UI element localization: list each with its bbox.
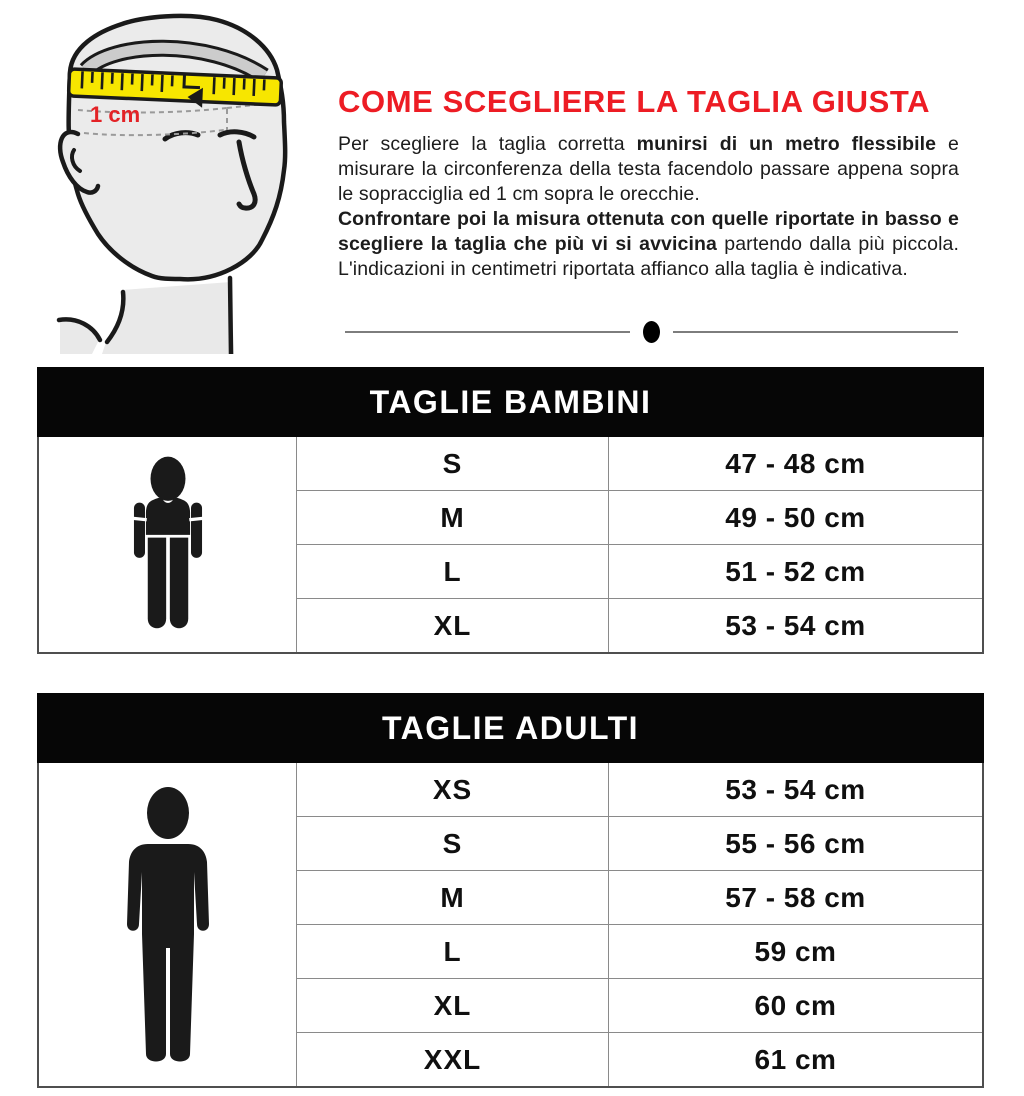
kids-table-title: TAGLIE BAMBINI [37, 367, 984, 437]
size-label: XXL [297, 1033, 609, 1086]
child-icon [122, 449, 214, 641]
size-range: 47 - 48 cm [725, 447, 866, 479]
size-range: 59 cm [754, 935, 837, 967]
table-row [297, 598, 982, 652]
size-range: 61 cm [754, 1043, 837, 1075]
intro-text-end: partendo dalla più piccola. L'indicazioni in centimetri riportata affianco alla taglia è indicativa. [338, 233, 959, 280]
size-range: 49 - 50 cm [725, 501, 866, 533]
intro-text-start: Per scegliere la taglia corretta [338, 133, 637, 155]
table-row [297, 490, 982, 544]
table-row [297, 816, 982, 870]
one-cm-label: 1 cm [90, 102, 141, 127]
size-range: 53 - 54 cm [725, 773, 866, 805]
table-row [297, 437, 982, 490]
table-row [297, 924, 982, 978]
intro-text-bold-2: Confrontare poi la misura ottenuta con quelle riportate in basso e scegliere la taglia che più vi si avvicina [338, 208, 959, 255]
intro-paragraph [338, 132, 959, 282]
size-label: M [297, 871, 609, 924]
size-label: XL [297, 979, 609, 1032]
table-row [297, 544, 982, 598]
size-label: XL [297, 599, 609, 652]
table-row [297, 870, 982, 924]
intro-section [0, 0, 1024, 367]
divider-dot-icon [643, 321, 660, 343]
size-range: 57 - 58 cm [725, 881, 866, 913]
table-row [297, 763, 982, 816]
page-title: COME SCEGLIERE LA TAGLIA GIUSTA [338, 84, 931, 119]
intro-text-bold-1: munirsi di un metro flessibile [636, 133, 937, 155]
table-row [297, 1032, 982, 1086]
adult-icon-cell [39, 763, 297, 1086]
divider-line-left [345, 331, 630, 333]
section-divider [345, 321, 958, 343]
size-range: 60 cm [754, 989, 837, 1021]
adult-icon [118, 786, 218, 1064]
size-label: XS [297, 763, 609, 816]
size-label: S [297, 437, 609, 490]
size-label: L [297, 925, 609, 978]
size-range: 55 - 56 cm [725, 827, 866, 859]
size-label: S [297, 817, 609, 870]
kids-size-table [37, 367, 984, 654]
adult-table-title: TAGLIE ADULTI [37, 693, 984, 763]
intro-text-mid: e misurare la circonferenza della testa facendolo passare appena sopra le sopracciglia ed 1 cm sopra le orecchie. [338, 133, 959, 205]
size-range: 51 - 52 cm [725, 555, 866, 587]
head-measurement-illustration [50, 2, 294, 354]
size-label: L [297, 545, 609, 598]
divider-line-right [673, 331, 958, 333]
table-row [297, 978, 982, 1032]
adult-size-table [37, 693, 984, 1088]
size-range: 53 - 54 cm [725, 609, 866, 641]
size-label: M [297, 491, 609, 544]
intro-text-block [338, 84, 959, 282]
kids-icon-cell [39, 437, 297, 652]
